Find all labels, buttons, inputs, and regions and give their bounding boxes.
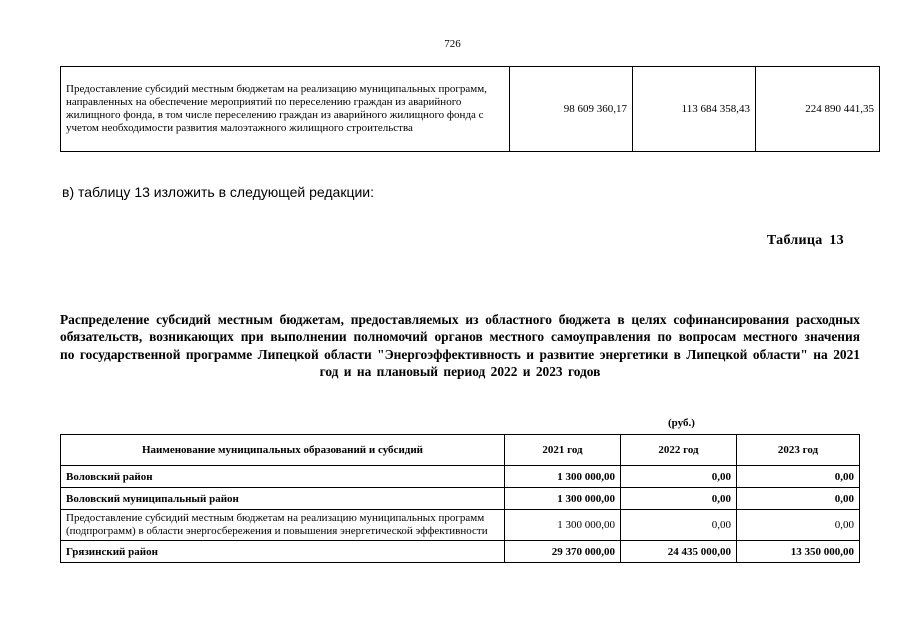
table-row	[61, 488, 860, 510]
instruction-text: в) таблицу 13 изложить в следующей редакции:	[62, 184, 374, 200]
page-number: 726	[444, 38, 461, 50]
value-2021: 98 609 360,17	[510, 67, 633, 152]
header-2022: 2022 год	[621, 435, 737, 466]
row-name: Предоставление субсидий местным бюджетам на реализацию муниципальных программ (подпрограмм) в области энергосбережения и повышения энергетической эффективности	[61, 510, 505, 541]
header-2021: 2021 год	[505, 435, 621, 466]
value-2023: 0,00	[737, 510, 860, 541]
table-row	[61, 67, 880, 152]
value-2021: 29 370 000,00	[505, 541, 621, 563]
value-2022: 24 435 000,00	[621, 541, 737, 563]
header-2023: 2023 год	[737, 435, 860, 466]
value-2023: 0,00	[737, 466, 860, 488]
value-2022: 0,00	[621, 488, 737, 510]
header-name: Наименование муниципальных образований и субсидий	[61, 435, 505, 466]
value-2022: 113 684 358,43	[633, 67, 756, 152]
header-row	[61, 435, 860, 466]
value-2021: 1 300 000,00	[505, 510, 621, 541]
table-row	[61, 466, 860, 488]
value-2023: 0,00	[737, 488, 860, 510]
table-label: Таблица 13	[766, 233, 844, 248]
value-2022: 0,00	[621, 466, 737, 488]
table-row	[61, 510, 860, 541]
units-label: (руб.)	[668, 417, 695, 429]
table-row	[61, 541, 860, 563]
row-description: Предоставление субсидий местным бюджетам на реализацию муниципальных программ, направленных на обеспечение мероприятий по переселению граждан из аварийного жилищного фонда, в том числе переселению граждан из аварийного жилищного фонда с учетом необходимости развития малоэтажного жилищного строительства	[61, 67, 510, 152]
value-2023: 224 890 441,35	[756, 67, 880, 152]
continued-table	[60, 66, 880, 152]
value-2022: 0,00	[621, 510, 737, 541]
row-name: Грязинский район	[61, 541, 505, 563]
value-2021: 1 300 000,00	[505, 466, 621, 488]
subsidy-table	[60, 434, 860, 563]
row-name: Воловский район	[61, 466, 505, 488]
value-2023: 13 350 000,00	[737, 541, 860, 563]
table-title: Распределение субсидий местным бюджетам, предоставляемых из областного бюджета в целях софинансирования расходных обязательств, возникающих при выполнении полномочий органов местного самоуправления по вопросам местного значения по государственной программе Липецкой области "Энергоэффективность и развитие энергетики в Липецкой области" на 2021 год и на плановый период 2022 и 2023 годов	[60, 312, 860, 379]
value-2021: 1 300 000,00	[505, 488, 621, 510]
row-name: Воловский муниципальный район	[61, 488, 505, 510]
